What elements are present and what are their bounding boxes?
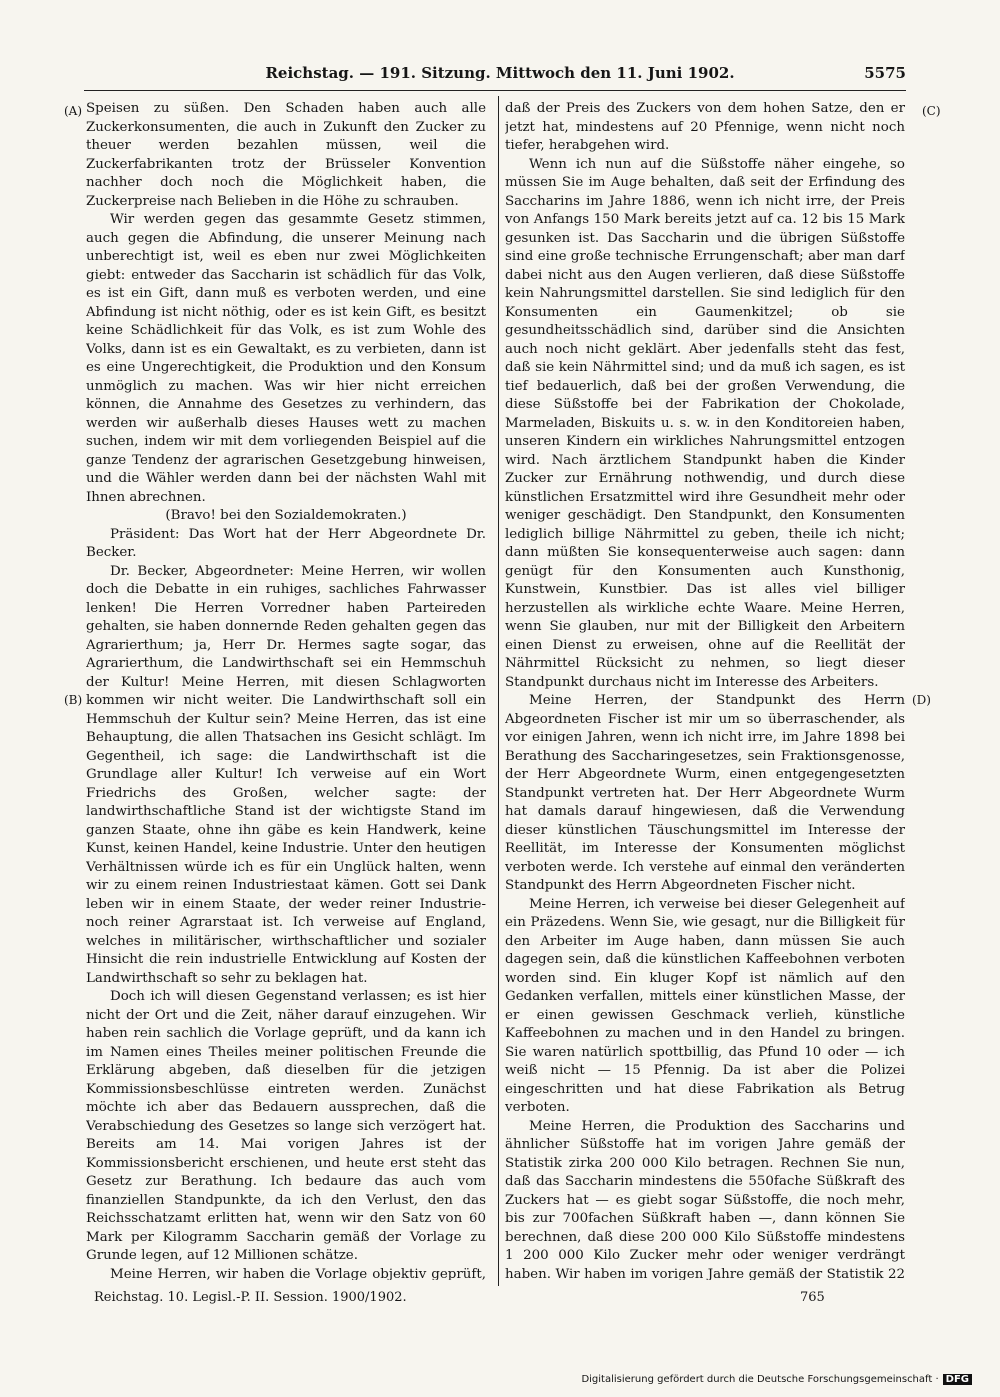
interjection: (Bravo! bei den Sozialdemokraten.) xyxy=(165,508,407,523)
paragraph: Meine Herren, ich verweise bei dieser Gelegenheit auf ein Präzedens. Wenn Sie, wie gesagt, nur die Billigkeit für den Arbeiter im Auge haben, dann müssen Sie auch dagegen sein, daß die künstlichen Kaffeebohnen verboten worden sind. Ein kluger Kopf ist nämlich auf den Gedanken verfallen, mittels einer künstlichen Masse, der er einen gewissen Geschmack verlieh, künstliche Kaffeebohnen zu machen und in den Handel zu bringen. Sie waren natürlich spottbillig, das Pfund 10 oder — ich weiß nicht — 15 Pfennig. Da ist aber die Polizei eingeschritten und hat diese Fabrikation als Betrug verboten. xyxy=(505,896,905,1115)
paragraph: Dr. Becker, Abgeordneter: Meine Herren, wir wollen doch die Debatte in ein ruhiges, sachliches Fahrwasser lenken! Die Herren Vorredner haben Parteireden gehalten, sie haben donnernde Reden gehalten gegen das Agrarierthum; ja, Herr Dr. Hermes sagte sogar, das Agrarierthum, die Landwirthschaft sei ein Hemmschuh der Kultur! Meine Herren, mit diesen Schlagworten kommen wir nicht weiter. Die Landwirthschaft soll ein Hemmschuh der Kultur sein? Meine Herren, das ist eine Behauptung, die allen Thatsachen ins Gesicht schlägt. Im Gegentheil, ich sage: die Landwirthschaft ist die Grundlage aller Kultur! Ich verweise auf ein Wort Friedrichs des Großen, welcher sagte: der landwirthschaftliche Stand ist der wichtigste Stand im ganzen Staate, ohne ihn gäbe es kein Handwerk, keine Kunst, keinen Handel, keine Industrie. Unter den heutigen Verhältnissen würde ich es für ein Unglück halten, wenn wir zu einem reinen Industriestaat kämen. Gott sei Dank leben wir in einem Staate, der weder reiner Industrie- noch reiner Agrarstaat ist. Ich verweise auf England, welches in militärischer, wirthschaftlicher und sozialer Hinsicht die rein industrielle Entwicklung auf Kosten der Landwirthschaft so sehr zu beklagen hat. xyxy=(86,563,486,986)
margin-mark-c: (C) xyxy=(922,104,941,118)
header-rule xyxy=(84,90,906,91)
right-column xyxy=(505,100,905,1280)
paragraph: Präsident: Das Wort hat der Herr Abgeordnete Dr. Becker. xyxy=(86,526,486,560)
margin-mark-d: (D) xyxy=(912,693,931,707)
column-divider xyxy=(498,96,499,1286)
page-header xyxy=(94,64,906,88)
paragraph: Meine Herren, die Produktion des Saccharins und ähnlicher Süßstoffe hat im vorigen Jahre gemäß der Statistik zirka 200 000 Kilo betragen. Rechnen Sie nun, daß das Saccharin mindestens die 550fache Süßkraft des Zuckers hat — es giebt sogar Süßstoffe, die noch mehr, bis zur 700fachen Süßkraft haben —, dann können Sie berechnen, daß diese 200 000 Kilo Süßstoffe mindestens 1 200 000 Kilo Zucker mehr oder weniger verdrängt haben. Wir haben im vorigen Jahre gemäß der Statistik 22 xyxy=(505,1118,905,1280)
margin-mark-b: (B) xyxy=(64,693,83,707)
paragraph: Speisen zu süßen. Den Schaden haben auch alle Zuckerkonsumenten, die auch in Zukunft den Zucker zu theuer werden bezahlen müssen, weil die Zuckerfabrikanten trotz der Brüsseler Konvention nachher doch noch die Möglichkeit haben, die Zuckerpreise nach Belieben in die Höhe zu schrauben. xyxy=(86,101,486,209)
credit-text: Digitalisierung gefördert durch die Deutsche Forschungsgemeinschaft · xyxy=(581,1374,939,1385)
paragraph: Meine Herren, wir haben die Vorlage objektiv geprüft, xyxy=(110,1266,486,1280)
paragraph: Wenn ich nun auf die Süßstoffe näher eingehe, so müssen Sie im Auge behalten, daß seit der Erfindung des Saccharins im Jahre 1886, wenn ich nicht irre, der Preis von Anfangs 150 Mark bereits jetzt auf ca. 12 bis 15 Mark gesunken ist. Das Saccharin und die übrigen Süßstoffe sind eine große technische Errungenschaft; aber man darf dabei nicht aus den Augen verlieren, daß diese Süßstoffe kein Nahrungsmittel darstellen. Sie sind lediglich für den Konsumenten ein Gaumenkitzel; ob sie gesundheitsschädlich sind, darüber sind die Ansichten auch noch nicht geklärt. Aber jedenfalls steht das fest, daß sie kein Nährmittel sind; und da muß ich sagen, es ist tief bedauerlich, daß bei der großen Verwendung, die diese Süßstoffe bei der Fabrikation der Chokolade, Marmeladen, Biskuits u. s. w. in den Konditoreien haben, unseren Kindern ein wirkliches Nahrungsmittel entzogen wird. Nach ärztlichem Standpunkt haben die Kinder Zucker zur Ernährung nothwendig, und durch diese künstlichen Ersatzmittel wird ihre Gesundheit mehr oder weniger geschädigt. Den Standpunkt, den Konsumenten lediglich billige Nährmittel zu geben, theile ich nicht; dann müßten Sie konsequenterweise auch sagen: dann genügt für den Konsumenten auch Kunsthonig, Kunstwein, Kunstbier. Das ist alles viel billiger herzustellen als wirkliche echte Waare. Meine Herren, wenn Sie glauben, nur mit der Billigkeit den Arbeitern einen Dienst zu erweisen, ohne auf die Reellität der Nährmittel Rücksicht zu nehmen, so liegt dieser Standpunkt durchaus nicht im Interesse des Arbeiters. xyxy=(505,156,905,690)
dfg-logo: DFG xyxy=(943,1374,972,1385)
paragraph: Meine Herren, der Standpunkt des Herrn Abgeordneten Fischer ist mir um so überraschender, als vor einigen Jahren, wenn ich nicht irre, im Jahre 1898 bei Berathung des Saccharingesetzes, sein Fraktionsgenosse, der Herr Abgeordnete Wurm, einen entgegengesetzten Standpunkt vertreten hat. Der Herr Abgeordnete Wurm hat damals darauf hingewiesen, daß die Verwendung dieser künstlichen Täuschungsmittel im Interesse der Reellität, im Interesse der Konsumenten möglichst verboten werde. Ich verstehe auf einmal den veränderten Standpunkt des Herrn Abgeordneten Fischer nicht. xyxy=(505,693,905,893)
header-title: Reichstag. — 191. Sitzung. Mittwoch den 11. Juni 1902. xyxy=(265,64,735,82)
footer-sheet-number: 765 xyxy=(800,1290,825,1305)
left-column xyxy=(86,100,486,1280)
paragraph: Wir werden gegen das gesammte Gesetz stimmen, auch gegen die Abfindung, die unserer Meinung nach unberechtigt ist, weil es eben nur zwei Möglichkeiten giebt: entweder das Saccharin ist schädlich für das Volk, es ist ein Gift, dann muß es verboten werden, und eine Abfindung ist nicht nöthig, oder es ist kein Gift, es besitzt keine Schädlichkeit für das Volk, es ist zum Wohle des Volks, dann ist es ein Gewaltakt, es zu verbieten, dann ist es eine Ungerechtigkeit, die Produktion und den Konsum unmöglich zu machen. Was wir hier nicht erreichen können, die Annahme des Gesetzes zu verhindern, das werden wir außerhalb dieses Hauses wett zu machen suchen, indem wir mit dem vorliegenden Beispiel auf die ganze Tendenz der agrarischen Gesetzgebung hinweisen, und die Wähler werden dann bei der nächsten Wahl mit Ihnen abrechnen. xyxy=(86,212,486,505)
page-number: 5575 xyxy=(864,64,906,82)
footer-left: Reichstag. 10. Legisl.-P. II. Session. 1900/1902. xyxy=(94,1290,407,1305)
paragraph: Doch ich will diesen Gegenstand verlassen; es ist hier nicht der Ort und die Zeit, näher darauf einzugehen. Wir haben rein sachlich die Vorlage geprüft, und da kann ich im Namen eines Theiles meiner politischen Freunde die Erklärung abgeben, daß dieselben für die jetzigen Kommissionsbeschlüsse eintreten werden. Zunächst möchte ich aber das Bedauern aussprechen, daß die Verabschiedung des Gesetzes so lange sich verzögert hat. Bereits am 14. Mai vorigen Jahres ist der Kommissionsbericht erschienen, und heute erst steht das Gesetz zur Berathung. Ich bedaure das auch vom finanziellen Standpunkte, da ich den Verlust, den das Reichsschatzamt erlitten hat, wenn wir den Satz von 60 Mark per Kilogramm Saccharin gemäß der Vorlage zu Grunde legen, auf 12 Millionen schätze. xyxy=(86,989,486,1263)
paragraph: daß der Preis des Zuckers von dem hohen Satze, den er jetzt hat, mindestens auf 20 Pfennige, wenn nicht noch tiefer, herabgehen wird. xyxy=(505,101,905,153)
margin-mark-a: (A) xyxy=(64,104,83,118)
digitization-credit xyxy=(581,1374,972,1385)
